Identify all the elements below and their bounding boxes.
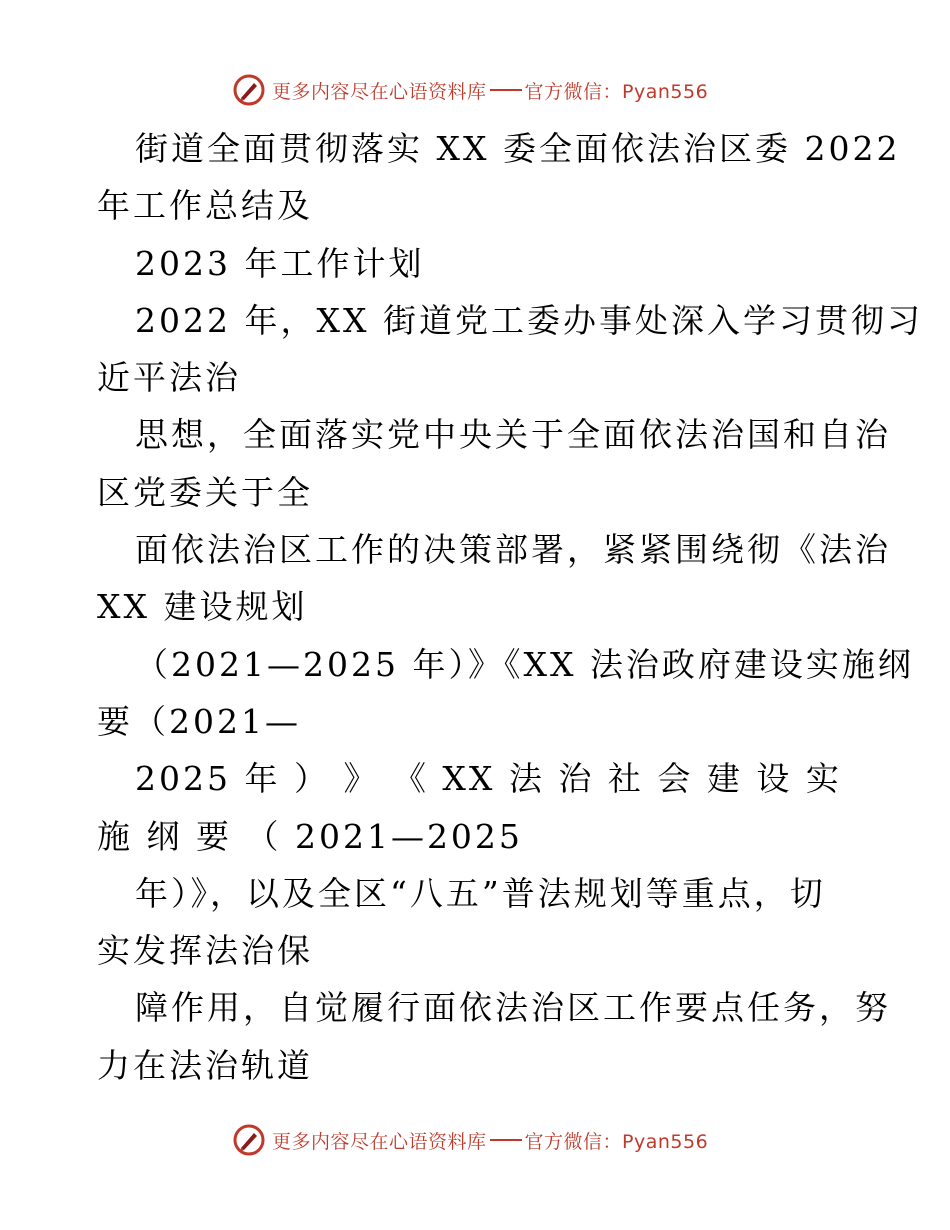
doc-line-5: 近平法治 xyxy=(97,358,241,398)
watermark-side-text: 官方微信：Pyan556 xyxy=(524,80,709,103)
doc-line-3: 2023 年工作计划 xyxy=(135,243,425,283)
doc-line-13: 施 纲 要 （ 2021—2025 xyxy=(97,816,523,856)
pen-logo-icon xyxy=(232,1123,266,1157)
doc-line-6: 思想，全面落实党中央关于全面依法治国和自治 xyxy=(135,415,891,455)
watermark-side-text: 官方微信：Pyan556 xyxy=(524,1130,709,1153)
pen-logo-icon xyxy=(232,73,266,107)
doc-line-14: 年）》，以及全区“八五”普法规划等重点，切 xyxy=(135,873,826,913)
doc-line-17: 力在法治轨道 xyxy=(97,1045,313,1085)
doc-line-11: 要（2021— xyxy=(97,701,301,741)
watermark-main-text: 更多内容尽在心语资料库 xyxy=(272,80,487,103)
doc-line-16: 障作用，自觉履行面依法治区工作要点任务，努 xyxy=(135,988,891,1028)
header-watermark xyxy=(232,70,708,110)
doc-line-2: 年工作总结及 xyxy=(97,186,313,226)
document-body xyxy=(97,120,923,1094)
watermark-dash xyxy=(490,1139,522,1141)
doc-line-7: 区党委关于全 xyxy=(97,472,313,512)
watermark-main-text: 更多内容尽在心语资料库 xyxy=(272,1130,487,1153)
doc-line-8: 面依法治区工作的决策部署，紧紧围绕彻《法治 xyxy=(135,530,891,570)
doc-line-9: XX 建设规划 xyxy=(97,587,308,627)
doc-line-4: 2022 年，XX 街道党工委办事处深入学习贯彻习 xyxy=(135,300,923,340)
doc-line-12: 2025 年 ） 》 《 XX 法 治 社 会 建 设 实 xyxy=(135,759,842,799)
doc-line-15: 实发挥法治保 xyxy=(97,931,313,971)
watermark-dash xyxy=(490,89,522,91)
doc-line-1: 街道全面贯彻落实 XX 委全面依法治区委 2022 xyxy=(135,129,901,168)
doc-line-10: （2021—2025 年）》《XX 法治政府建设实施纲 xyxy=(135,644,914,684)
footer-watermark xyxy=(232,1120,708,1160)
